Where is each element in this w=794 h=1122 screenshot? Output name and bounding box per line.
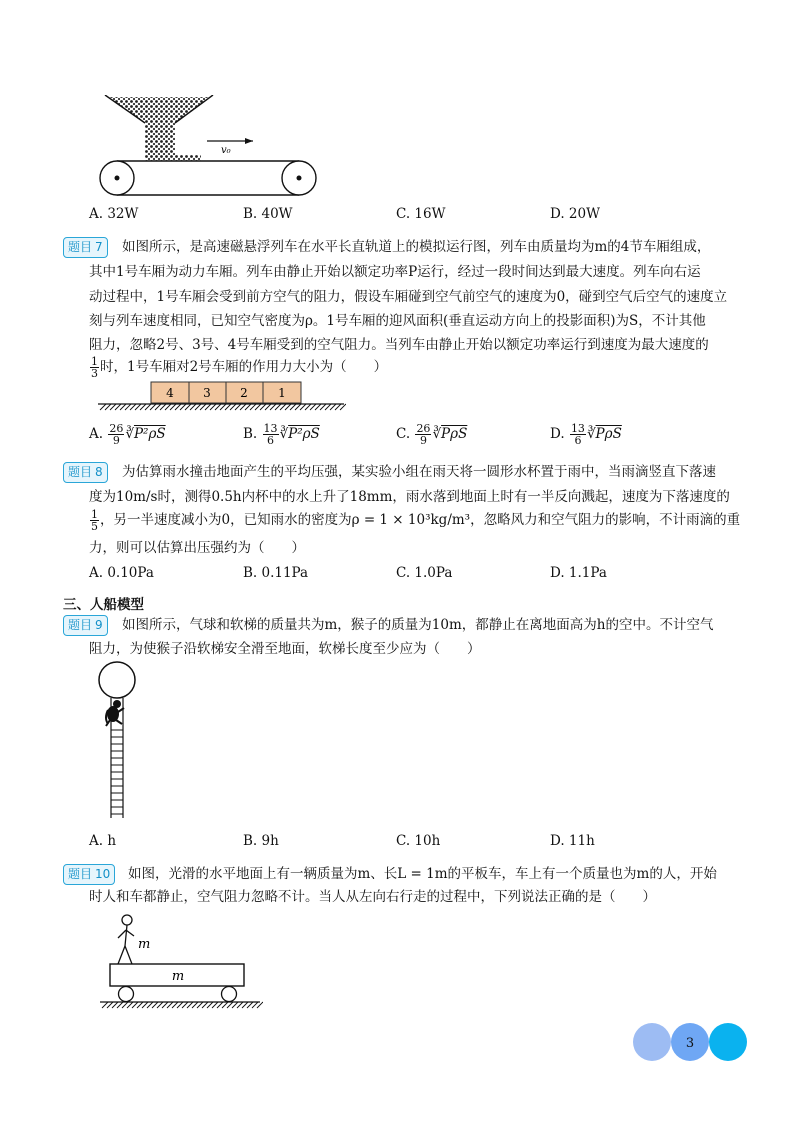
- q10-badge: 题目 10: [63, 864, 115, 885]
- velocity-label: v₀: [221, 145, 231, 156]
- monkey-icon: [106, 700, 124, 726]
- q7-line-6: $\frac{1}{3}$ 时，1号车厢对2号车厢的作用力大小为（ ）: [91, 355, 388, 380]
- car-4: 4: [166, 386, 174, 400]
- q7-line-1: 如图所示，是高速磁悬浮列车在水平长直轨道上的模拟运行图，列车由质量均为m的4节车厢组成，: [122, 239, 711, 255]
- q7-line-3: 动过程中，1号车厢会受到前方空气的阻力，假设车厢碰到空气前空气的速度为0，碰到空气后空气的速度立: [89, 289, 728, 305]
- option-a[interactable]: A. 0.10Pa: [89, 565, 154, 581]
- page-number: 3: [685, 1036, 695, 1051]
- q10-line-1: 如图，光滑的水平地面上有一辆质量为m、长L = 1m的平板车，车上有一个质量也为m的人，开始: [128, 866, 717, 882]
- q7-options: [89, 421, 749, 447]
- section-title: 三、人船模型: [63, 597, 144, 613]
- q10-line-2: 时人和车都静止，空气阻力忽略不计。当人从左向右行走的过程中，下列说法正确的是（ ）: [89, 889, 656, 905]
- q7-badge: 题目 7: [63, 237, 108, 258]
- option-b[interactable]: B. $\frac{13}{6}$ ∛P²ρS: [243, 422, 320, 447]
- person-icon: [118, 915, 134, 964]
- option-d[interactable]: D. $\frac{13}{6}$ $∛\overline{P\rho S}$: [550, 422, 622, 447]
- option-d[interactable]: D. 1.1Pa: [550, 565, 607, 581]
- option-a[interactable]: A. 32W: [89, 206, 139, 222]
- option-c[interactable]: C. 16W: [396, 206, 446, 222]
- q8-badge: 题目 8: [63, 462, 108, 483]
- page-number-badge: [633, 1022, 748, 1062]
- cart-mass-label: m: [171, 969, 185, 984]
- q9-options: [89, 831, 749, 851]
- option-d[interactable]: D. 11h: [550, 833, 595, 849]
- option-d[interactable]: D. 20W: [550, 206, 600, 222]
- q9-line-2: 阻力，为使猴子沿软梯安全滑至地面，软梯长度至少应为（ ）: [89, 641, 481, 657]
- conveyor-figure: [95, 95, 325, 200]
- q8-line-4: 力，则可以估算出压强约为（ ）: [89, 540, 305, 556]
- q6-options: [89, 204, 749, 224]
- option-b[interactable]: B. 0.11Pa: [243, 565, 309, 581]
- option-a[interactable]: A. $\frac{26}{9}$ ∛P²ρS: [89, 422, 166, 447]
- q9-badge: 题目 9: [63, 615, 108, 636]
- q7-line-5: 阻力，忽略2号、3号、4号车厢受到的空气阻力。当列车由静止开始以额定功率运行到速度为最大速度的: [89, 337, 709, 353]
- q7-line-4: 刻与列车速度相同，已知空气密度为ρ。1号车厢的迎风面积(垂直运动方向上的投影面积)为S，不计其他: [89, 313, 706, 329]
- q8-line-2: 度为10m/s时，测得0.5h内杯中的水上升了18mm，雨水落到地面上时有一半反向溅起，速度为下落速度的: [89, 489, 730, 505]
- option-c[interactable]: C. $\frac{26}{9}$ $∛\overline{P\rho S}$: [396, 422, 468, 447]
- car-1: 1: [278, 386, 286, 400]
- q8-options: [89, 563, 749, 583]
- option-c[interactable]: C. 1.0Pa: [396, 565, 453, 581]
- car-3: 3: [203, 386, 211, 400]
- cart-figure: [98, 912, 263, 1010]
- option-b[interactable]: B. 9h: [243, 833, 279, 849]
- q8-line-3: $\frac{1}{5}$ ，另一半速度减小为0，已知雨水的密度为ρ = 1 × 10³kg/m³，忽略风力和空气阻力的影响，不计雨滴的重: [91, 508, 741, 533]
- q8-fraction: $\frac{1}{5}$: [91, 508, 98, 533]
- balloon-ladder-figure: [96, 660, 144, 822]
- q7-fraction: $\frac{1}{3}$: [91, 355, 98, 380]
- q8-line-1: 为估算雨水撞击地面产生的平均压强，某实验小组在雨天将一圆形水杯置于雨中，当雨滴竖直下落速: [122, 464, 716, 480]
- option-a[interactable]: A. h: [89, 833, 117, 849]
- car-2: 2: [240, 386, 248, 400]
- option-c[interactable]: C. 10h: [396, 833, 441, 849]
- person-mass-label: m: [138, 937, 151, 952]
- option-b[interactable]: B. 40W: [243, 206, 293, 222]
- train-figure: [98, 380, 346, 412]
- q7-line-2: 其中1号车厢为动力车厢。列车由静止开始以额定功率P运行，经过一段时间达到最大速度。列车向右运: [89, 264, 701, 280]
- q9-line-1: 如图所示，气球和软梯的质量共为m，猴子的质量为10m，都静止在离地面高为h的空中。不计空气: [122, 617, 714, 633]
